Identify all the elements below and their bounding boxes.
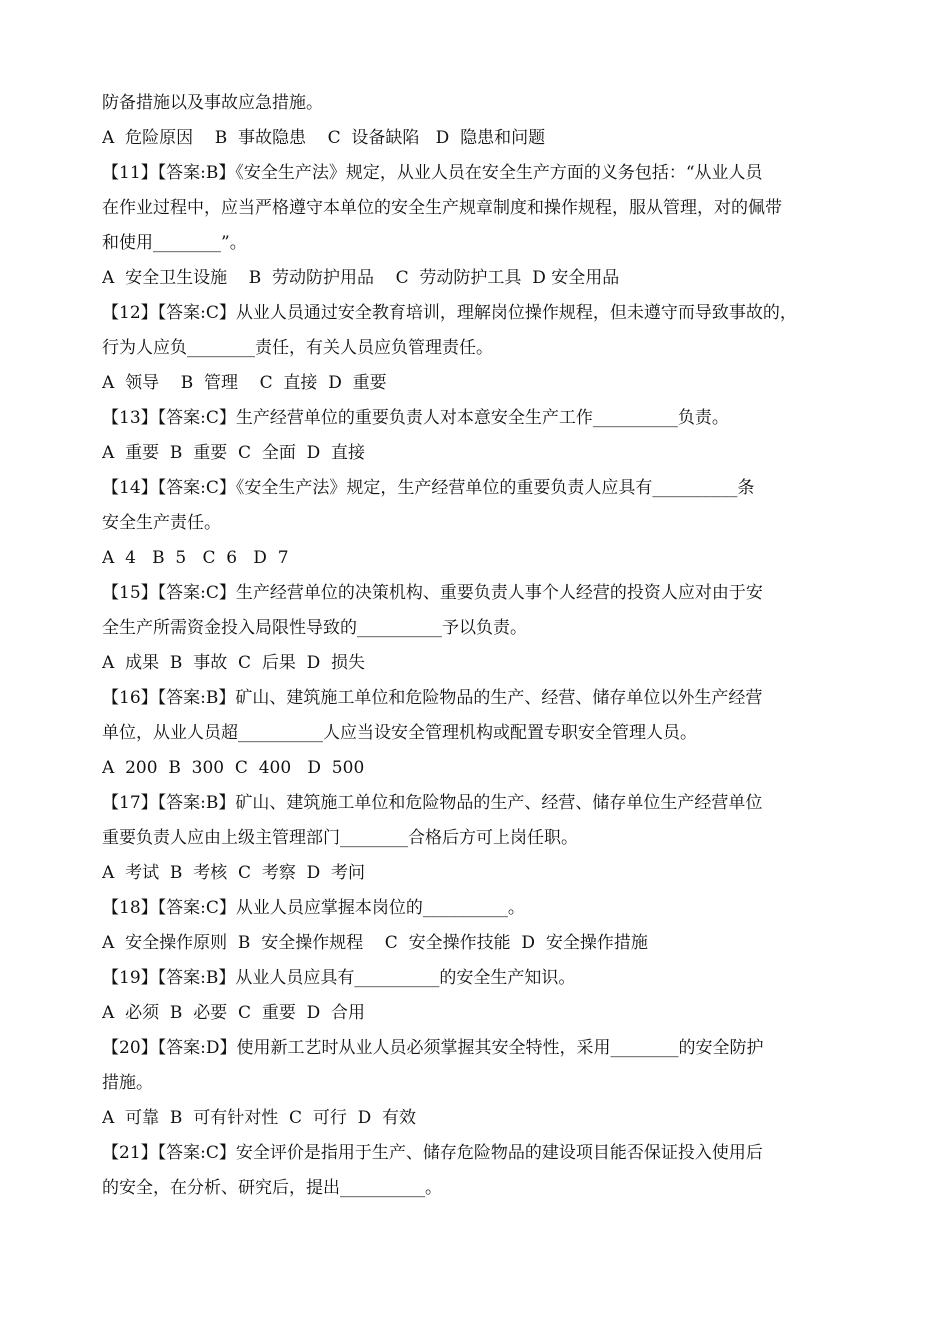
question-12: 【12】【答案:C】从业人员通过安全教育培训，理解岗位操作规程，但未遵守而导致事故的， xyxy=(102,303,797,323)
question-13: 【13】【答案:C】生产经营单位的重要负责人对本意安全生产工作__________负责。 xyxy=(102,408,729,428)
answer-options: A 危险原因 B 事故隐患 C 设备缺陷 D 隐患和问题 xyxy=(102,128,546,148)
question-20: 【20】【答案:D】使用新工艺时从业人员必须掌握其安全特性，采用________的安全防护 xyxy=(102,1038,764,1058)
text-line: 全生产所需资金投入局限性导致的__________予以负责。 xyxy=(102,618,527,638)
question-21: 【21】【答案:C】安全评价是指用于生产、储存危险物品的建设项目能否保证投入使用后 xyxy=(102,1143,763,1163)
document-body xyxy=(102,86,872,1206)
answer-options: A 可靠 B 可有针对性 C 可行 D 有效 xyxy=(102,1108,417,1128)
text-line: 重要负责人应由上级主管理部门________合格后方可上岗任职。 xyxy=(102,828,578,848)
text-line: 的安全，在分析、研究后，提出__________。 xyxy=(102,1178,442,1198)
answer-options: A 重要 B 重要 C 全面 D 直接 xyxy=(102,443,366,463)
answer-options: A 安全卫生设施 B 劳动防护用品 C 劳动防护工具 D 安全用品 xyxy=(102,268,620,288)
question-19: 【19】【答案:B】从业人员应具有__________的安全生产知识。 xyxy=(102,968,576,988)
answer-options: A 4 B 5 C 6 D 7 xyxy=(102,548,289,568)
question-18: 【18】【答案:C】从业人员应掌握本岗位的__________。 xyxy=(102,898,525,918)
answer-options: A 考试 B 考核 C 考察 D 考问 xyxy=(102,863,366,883)
text-line: 行为人应负________责任，有关人员应负管理责任。 xyxy=(102,338,493,358)
question-14: 【14】【答案:C】《安全生产法》规定，生产经营单位的重要负责人应具有__________条 xyxy=(102,478,755,498)
answer-options: A 成果 B 事故 C 后果 D 损失 xyxy=(102,653,366,673)
question-11: 【11】【答案:B】《安全生产法》规定，从业人员在安全生产方面的义务包括：“从业人员 xyxy=(102,163,763,183)
question-17: 【17】【答案:B】矿山、建筑施工单位和危险物品的生产、经营、储存单位生产经营单位 xyxy=(102,793,763,813)
text-line: 安全生产责任。 xyxy=(102,513,221,533)
text-line: 在作业过程中，应当严格遵守本单位的安全生产规章制度和操作规程，服从管理，对的佩带 xyxy=(102,198,782,218)
answer-options: A 必须 B 必要 C 重要 D 合用 xyxy=(102,1003,366,1023)
answer-options: A 领导 B 管理 C 直接 D 重要 xyxy=(102,373,387,393)
question-15: 【15】【答案:C】生产经营单位的决策机构、重要负责人事个人经营的投资人应对由于安 xyxy=(102,583,763,603)
answer-options: A 200 B 300 C 400 D 500 xyxy=(102,758,365,778)
text-line: 措施。 xyxy=(102,1073,153,1093)
question-16: 【16】【答案:B】矿山、建筑施工单位和危险物品的生产、经营、储存单位以外生产经营 xyxy=(102,688,763,708)
text-line: 单位，从业人员超__________人应当设安全管理机构或配置专职安全管理人员。 xyxy=(102,723,697,743)
text-line: 和使用________”。 xyxy=(102,233,247,253)
answer-options: A 安全操作原则 B 安全操作规程 C 安全操作技能 D 安全操作措施 xyxy=(102,933,648,953)
text-line: 防备措施以及事故应急措施。 xyxy=(102,93,323,113)
